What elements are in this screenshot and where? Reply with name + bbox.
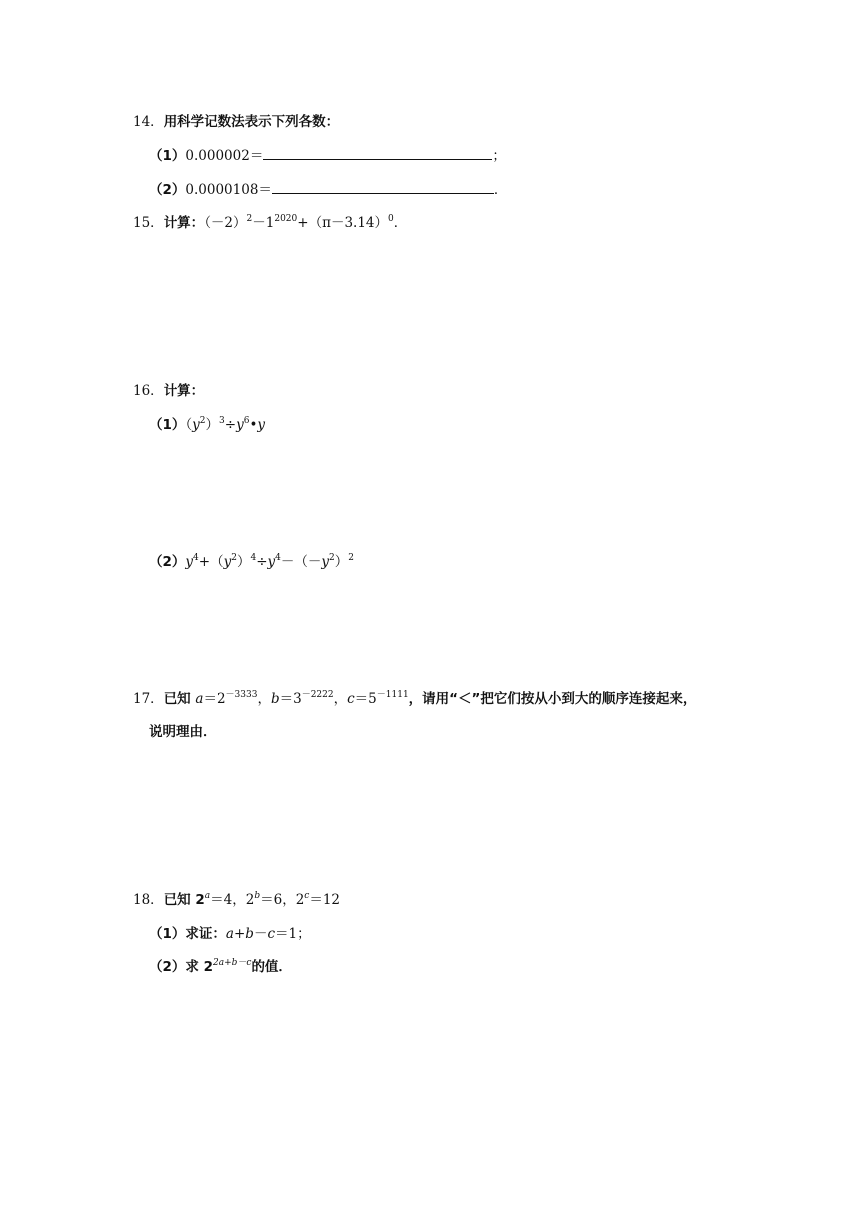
punctuation: ；: [492, 148, 506, 164]
question-14-part-1: [149, 146, 506, 165]
question-16-stem: [133, 382, 204, 400]
part-label: （1）: [149, 926, 186, 942]
answer-blank[interactable]: [272, 180, 494, 194]
math-expression: 求 $2^{2a+b-c}$的值．: [185, 958, 292, 975]
question-17-line-2: 说明理由．: [149, 724, 217, 740]
math-expression: 求证：a+b－c＝1；: [185, 926, 311, 942]
math-expression: $(-2)^2-1^{2020}+(\pi-3.14)^0$．: [204, 214, 408, 231]
question-18-part-1: [149, 925, 311, 943]
question-number: 14．: [133, 114, 164, 130]
part-label: （1）: [149, 417, 186, 433]
number-value: 0.000002＝: [185, 148, 264, 164]
question-18-part-2: [149, 958, 292, 976]
part-label: （2）: [149, 554, 186, 570]
math-expression: $(y^2)^3\div y^6•y$: [185, 416, 266, 433]
question-15: [133, 214, 407, 232]
question-18-stem: [133, 891, 340, 909]
question-text: 计算：: [163, 383, 205, 399]
question-14-stem: [133, 113, 339, 131]
punctuation: ．: [493, 182, 508, 198]
question-number: 17．: [133, 691, 164, 707]
question-text: 已知 $2^a=4$，$2^b=6$，$2^c=12$: [163, 891, 341, 908]
math-expression: $y^4+(y^2)^4\div y^4-(-y^2)^2$: [185, 553, 354, 570]
part-label: （2）: [149, 959, 186, 975]
question-text: 计算：: [163, 215, 205, 231]
question-text: 用科学记数法表示下列各数：: [163, 114, 340, 130]
question-number: 18．: [133, 892, 164, 908]
part-label: （2）: [149, 182, 186, 198]
question-16-part-1: [149, 416, 265, 434]
question-14-part-2: [149, 180, 507, 199]
question-17-line-1: [133, 690, 696, 708]
question-text: 已知 $a=2^{-3333}$，$b=3^{-2222}$，$c=5^{-1111}$，请用“＜”把它们按从小到大的顺序连接起来，: [163, 690, 697, 707]
part-label: （1）: [149, 148, 186, 164]
question-16-part-2: [149, 553, 354, 571]
number-value: 0.0000108＝: [185, 182, 272, 198]
question-number: 16．: [133, 383, 164, 399]
answer-blank[interactable]: [263, 146, 492, 160]
question-number: 15．: [133, 215, 164, 231]
